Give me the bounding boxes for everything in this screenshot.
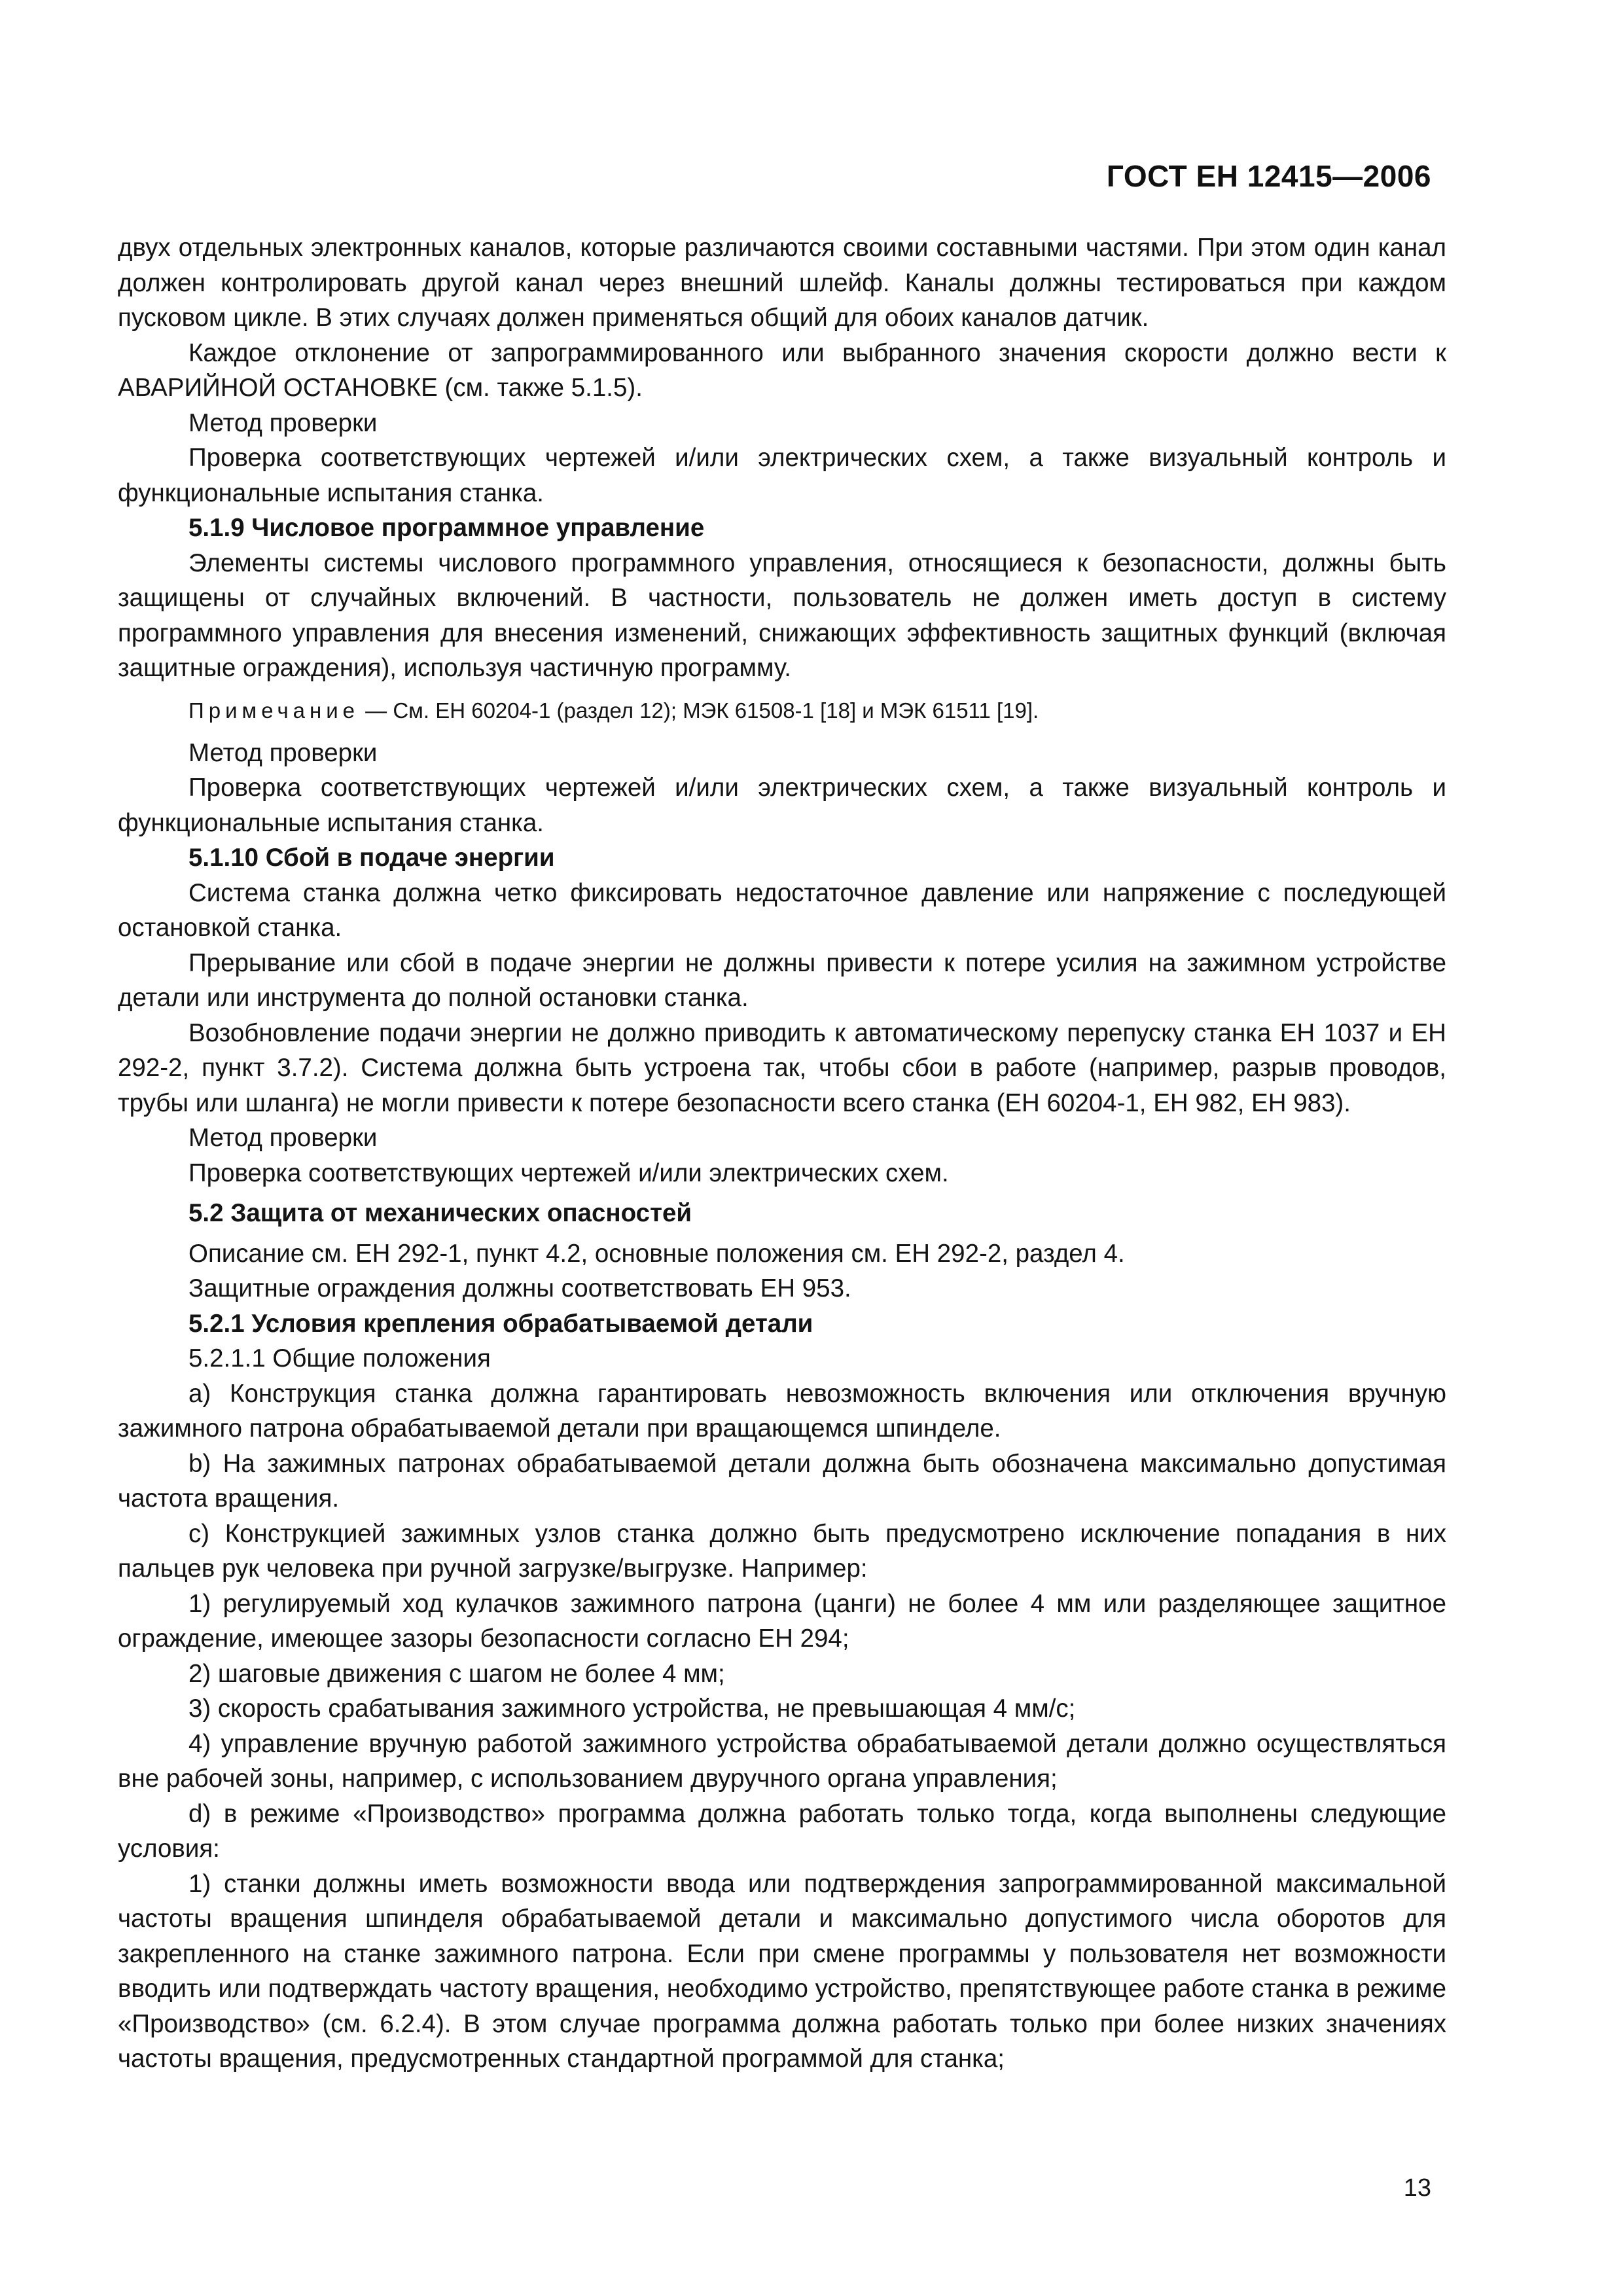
page-number: 13	[1403, 2174, 1431, 2202]
list-item: d) в режиме «Производство» программа должна работать только тогда, когда выполнены следующие условия:	[118, 1799, 1446, 1863]
paragraph: Защитные ограждения должны соответствовать ЕН 953.	[188, 1274, 851, 1302]
paragraph: Проверка соответствующих чертежей и/или электрических схем, а также визуальный контроль и функциональные испытания станка.	[118, 774, 1446, 837]
page-body	[118, 230, 1446, 2077]
note-text: — См. ЕН 60204-1 (раздел 12); МЭК 61508-1 [18] и МЭК 61511 [19].	[359, 698, 1039, 723]
list-item: 1) станки должны иметь возможности ввода или подтверждения запрограммированной максимальной частоты вращения шпинделя обрабатываемой детали и максимально допустимого числа оборотов для закрепленного на станке зажимного патрона. Если при смене программы у пользователя нет возможности вводить или подтверждать частоту вращения, необходимо устройство, препятствующее работе станка в режиме «Производство» (см. 6.2.4). В этом случае программа должна работать только при более низких значениях частоты вращения, предусмотренных стандартной программой для станка;	[118, 1869, 1446, 2073]
note-label: Примечание	[188, 698, 360, 723]
paragraph: Проверка соответствующих чертежей и/или электрических схем.	[188, 1158, 949, 1187]
paragraph: Система станка должна четко фиксировать недостаточное давление или напряжение с последующей остановкой станка.	[118, 878, 1446, 942]
list-item: 1) регулируемый ход кулачков зажимного патрона (цанги) не более 4 мм или разделяющее защитное ограждение, имеющее зазоры безопасности согласно ЕН 294;	[118, 1589, 1446, 1653]
paragraph: двух отдельных электронных каналов, которые различаются своими составными частями. При этом один канал должен контролировать другой канал через внешний шлейф. Каналы должны тестироваться при каждом пусковом цикле. В этих случаях должен применяться общий для обоих каналов датчик.	[118, 234, 1446, 332]
paragraph: 5.2.1.1 Общие положения	[188, 1344, 491, 1372]
paragraph: Описание см. ЕН 292-1, пункт 4.2, основные положения см. ЕН 292-2, раздел 4.	[188, 1239, 1125, 1268]
list-item: a) Конструкция станка должна гарантировать невозможность включения или отключения вручную зажимного патрона обрабатываемой детали при вращающемся шпинделе.	[118, 1379, 1446, 1443]
paragraph: Метод проверки	[188, 408, 378, 437]
section-heading: 5.2 Защита от механических опасностей	[188, 1199, 692, 1227]
section-heading: 5.2.1 Условия крепления обрабатываемой детали	[188, 1309, 813, 1338]
paragraph: Каждое отклонение от запрограммированного или выбранного значения скорости должно вести к АВАРИЙНОЙ ОСТАНОВКЕ (см. также 5.1.5).	[118, 338, 1446, 402]
paragraph: Метод проверки	[188, 738, 378, 767]
list-item: c) Конструкцией зажимных узлов станка должно быть предусмотрено исключение попадания в них пальцев рук человека при ручной загрузке/выгрузке. Например:	[118, 1519, 1446, 1583]
list-item: b) На зажимных патронах обрабатываемой детали должна быть обозначена максимально допустимая частота вращения.	[118, 1449, 1446, 1513]
list-item: 3) скорость срабатывания зажимного устройства, не превышающая 4 мм/с;	[188, 1695, 1076, 1723]
paragraph: Прерывание или сбой в подаче энергии не должны привести к потере усилия на зажимном устройстве детали или инструмента до полной остановки станка.	[118, 948, 1446, 1012]
paragraph: Элементы системы числового программного управления, относящиеся к безопасности, должны быть защищены от случайных включений. В частности, пользователь не должен иметь доступ в систему программного управления для внесения изменений, снижающих эффективность защитных функций (включая защитные ограждения), используя частичную программу.	[118, 548, 1446, 682]
list-item: 2) шаговые движения с шагом не более 4 мм;	[188, 1659, 725, 1688]
note	[118, 695, 1446, 726]
paragraph: Метод проверки	[188, 1124, 378, 1152]
paragraph: Возобновление подачи энергии не должно приводить к автоматическому перепуску станка ЕН 1037 и ЕН 292-2, пункт 3.7.2). Система должна быть устроена так, чтобы сбои в работе (например, разрыв проводов, трубы или шланга) не могли привести к потере безопасности всего станка (ЕН 60204-1, ЕН 982, ЕН 983).	[118, 1018, 1446, 1117]
paragraph: Проверка соответствующих чертежей и/или электрических схем, а также визуальный контроль и функциональные испытания станка.	[118, 444, 1446, 507]
section-heading: 5.1.10 Сбой в подаче энергии	[188, 844, 555, 872]
section-heading: 5.1.9 Числовое программное управление	[188, 514, 705, 542]
document-code-header: ГОСТ ЕН 12415—2006	[1106, 159, 1431, 193]
list-item: 4) управление вручную работой зажимного устройства обрабатываемой детали должно осуществляться вне рабочей зоны, например, с использованием двуручного органа управления;	[118, 1729, 1446, 1793]
